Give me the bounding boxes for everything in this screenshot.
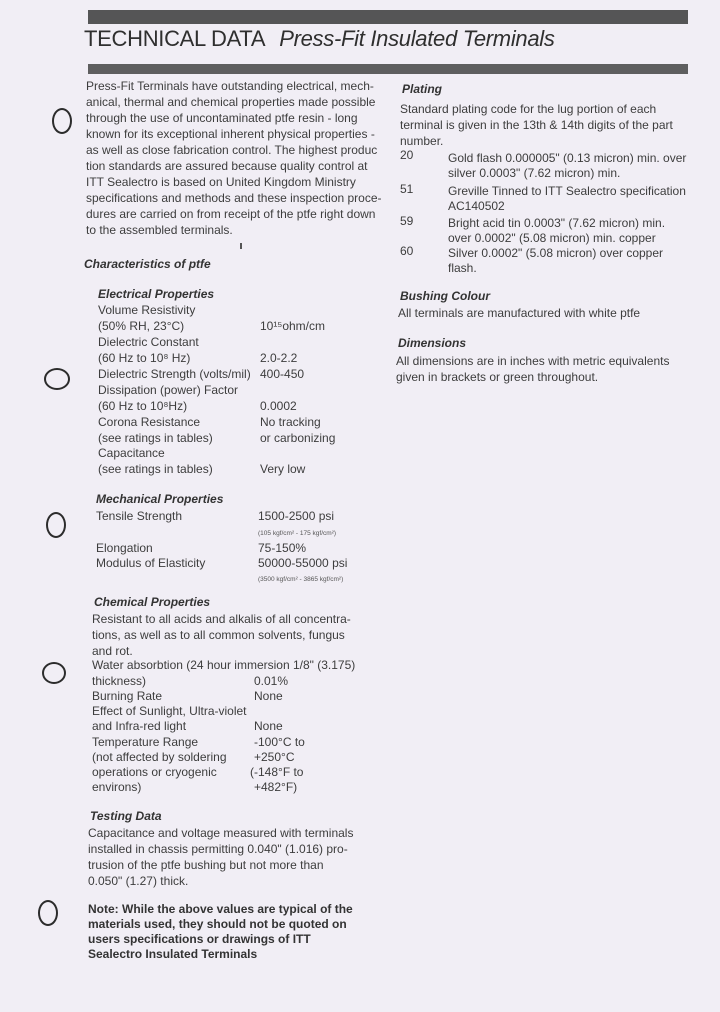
plating-code: 20 (400, 148, 414, 162)
top-rule (88, 10, 688, 24)
property-value: -100°C to (254, 735, 305, 749)
property-value: 75-150% (258, 541, 307, 555)
property-value: 400-450 (260, 367, 305, 381)
property-label: (60 Hz to 10⁸Hz) (98, 399, 188, 413)
intro-line: through the use of uncontaminated ptfe resin - long (86, 111, 358, 125)
plating-desc: flash. (448, 261, 477, 275)
chemical-paragraph (92, 611, 351, 659)
property-value: +482°F) (254, 780, 298, 794)
property-label: and Infra-red light (92, 719, 187, 733)
intro-line: to the assembled terminals. (86, 223, 233, 237)
intro-line: as well as close fabrication control. The highest produc (86, 143, 378, 157)
note-line: Note: While the above values are typical of the (88, 902, 353, 916)
intro-line: dures are carried on from receipt of the ptfe right down (86, 207, 376, 221)
plating-line: Standard plating code for the lug portion of each (400, 102, 657, 116)
property-label: Modulus of Elasticity (96, 556, 206, 570)
bushing-heading: Bushing Colour (400, 289, 490, 303)
property-value: 0.0002 (260, 399, 297, 413)
plating-code: 59 (400, 214, 414, 228)
intro-line: anical, thermal and chemical properties made possible (86, 95, 376, 109)
property-label: (not affected by soldering (92, 750, 227, 764)
property-label: Effect of Sunlight, Ultra-violet (92, 704, 247, 718)
intro-line: specifications and methods and these inspection proce- (86, 191, 382, 205)
plating-desc: Bright acid tin 0.0003" (7.62 micron) min. (448, 216, 666, 230)
metric-note: (105 kgf/cm² - 175 kgf/cm²) (258, 530, 337, 537)
plating-desc: silver 0.0003" (7.62 micron) min. (448, 166, 621, 180)
property-value: or carbonizing (260, 431, 336, 445)
property-value: 0.01% (254, 674, 289, 688)
intro-paragraph (86, 78, 382, 238)
plating-desc: Silver 0.0002" (5.08 micron) over copper (448, 246, 664, 260)
plating-code: 51 (400, 182, 414, 196)
plating-line: terminal is given in the 13th & 14th digits of the part (400, 118, 673, 132)
plating-desc: AC140502 (448, 199, 505, 213)
chemical-line: and rot. (92, 644, 133, 658)
bushing-text: All terminals are manufactured with white ptfe (398, 306, 641, 320)
plating-heading: Plating (402, 82, 443, 96)
property-label: Water absorbtion (24 hour immersion 1/8" (3.175) (92, 658, 356, 672)
page-title (84, 26, 684, 60)
property-label: Elongation (96, 541, 153, 555)
property-label: Volume Resistivity (98, 303, 196, 317)
intro-line: Press-Fit Terminals have outstanding electrical, mech- (86, 79, 374, 93)
plating-desc: Gold flash 0.000005" (0.13 micron) min. over (448, 151, 687, 165)
intro-line: tion standards are assured because quality control at (86, 159, 368, 173)
intro-line: known for its exceptional inherent physical properties - (86, 127, 375, 141)
binder-hole-icon (42, 662, 66, 684)
chemical-line: Resistant to all acids and alkalis of all concentra- (92, 612, 351, 626)
property-label: thickness) (92, 674, 147, 688)
binder-hole-icon (38, 900, 58, 926)
intro-line: ITT Sealectro is based on United Kingdom Ministry (86, 175, 356, 189)
metric-note: (3500 kgf/cm² - 3865 kgf/cm²) (258, 576, 344, 583)
plating-line: number. (400, 134, 444, 148)
plating-paragraph (400, 101, 673, 149)
property-value: 1500-2500 psi (258, 509, 335, 523)
binder-hole-icon (46, 512, 66, 538)
dimensions-line: All dimensions are in inches with metric equivalents (396, 354, 670, 368)
binder-hole-icon (44, 368, 70, 390)
electrical-heading: Electrical Properties (98, 287, 215, 301)
property-value: 2.0-2.2 (260, 351, 298, 365)
testing-line: installed in chassis permitting 0.040" (1.016) pro- (88, 842, 348, 856)
property-label: Burning Rate (92, 689, 163, 703)
title-underline-rule (88, 64, 688, 74)
property-label: Dielectric Constant (98, 335, 199, 349)
dimensions-line: given in brackets or green throughout. (396, 370, 599, 384)
stray-mark (240, 243, 242, 249)
plating-desc: over 0.0002" (5.08 micron) min. copper (448, 231, 656, 245)
property-label: (see ratings in tables) (98, 462, 213, 476)
property-label: Dielectric Strength (volts/mil) (98, 367, 251, 381)
chemical-heading: Chemical Properties (94, 595, 211, 609)
property-value: 10¹⁵ohm/cm (260, 319, 325, 333)
property-label: (see ratings in tables) (98, 431, 213, 445)
note-block (88, 902, 353, 962)
characteristics-heading: Characteristics of ptfe (84, 257, 211, 271)
property-label: Corona Resistance (98, 415, 201, 429)
property-label: Temperature Range (92, 735, 199, 749)
property-value: (-148°F to (250, 765, 304, 779)
testing-line: trusion of the ptfe bushing but not more than (88, 858, 324, 872)
testing-heading: Testing Data (90, 809, 162, 823)
dimensions-heading: Dimensions (398, 336, 467, 350)
property-value: None (254, 719, 283, 733)
property-value: No tracking (260, 415, 321, 429)
property-label: Capacitance (98, 446, 165, 460)
plating-code: 60 (400, 244, 414, 258)
note-line: Sealectro Insulated Terminals (88, 947, 258, 961)
title-subtitle: Press-Fit Insulated Terminals (279, 26, 555, 51)
testing-paragraph (88, 825, 353, 889)
title-main: TECHNICAL DATA (84, 26, 266, 51)
plating-desc: Greville Tinned to ITT Sealectro specification (448, 184, 686, 198)
property-value: +250°C (254, 750, 295, 764)
binder-hole-icon (52, 108, 72, 134)
mechanical-heading: Mechanical Properties (96, 492, 224, 506)
testing-line: Capacitance and voltage measured with terminals (88, 826, 354, 840)
chemical-line: tions, as well as to all common solvents, fungus (92, 628, 345, 642)
property-label: Dissipation (power) Factor (98, 383, 239, 397)
note-line: materials used, they should not be quoted on (88, 917, 347, 931)
note-line: users specifications or drawings of ITT (88, 932, 311, 946)
property-value: 50000-55000 psi (258, 556, 348, 570)
property-label: Tensile Strength (96, 509, 183, 523)
property-value: Very low (260, 462, 306, 476)
property-label: environs) (92, 780, 142, 794)
property-label: (60 Hz to 10⁸ Hz) (98, 351, 191, 365)
property-value: None (254, 689, 283, 703)
property-label: operations or cryogenic (92, 765, 217, 779)
property-label: (50% RH, 23°C) (98, 319, 185, 333)
testing-line: 0.050" (1.27) thick. (88, 874, 189, 888)
